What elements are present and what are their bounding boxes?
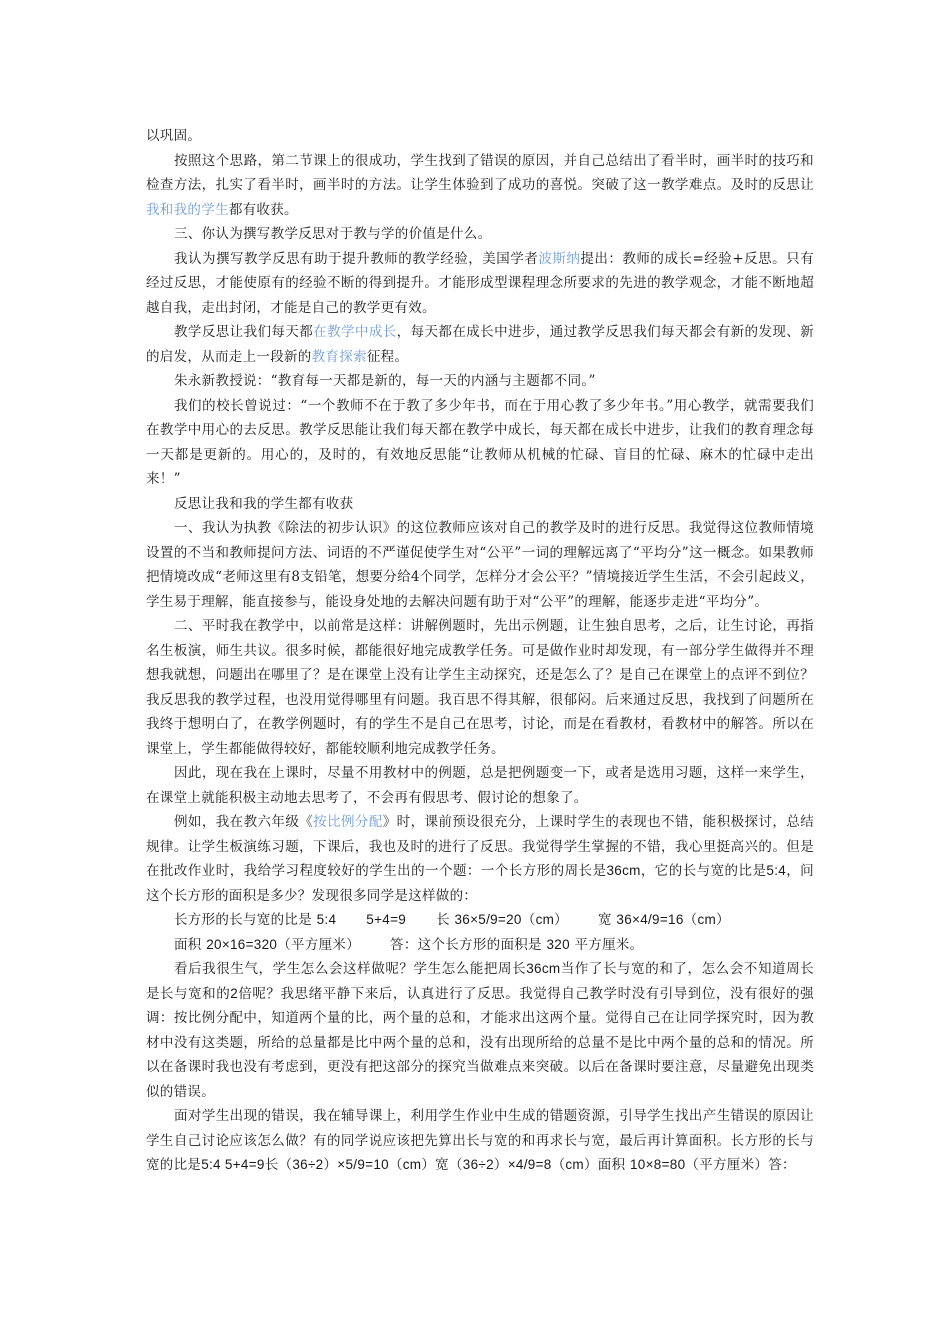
text-segment: 长方形的长与宽的比是 bbox=[174, 912, 317, 928]
inline-number: 36cm bbox=[606, 863, 641, 878]
text-segment: 提出：教师的成长=经验+反思。只有经过反思，才能使原有的经验不断的得到提升。才能形成型课程理念所要求的先进的教学观念，才能不断地超越自我，走出封闭，才能是自己的教学更有效。 bbox=[146, 250, 814, 316]
text-segment: 长 bbox=[436, 912, 455, 928]
text-segment: （ bbox=[551, 1157, 566, 1173]
paragraph-p9 bbox=[146, 516, 814, 614]
text-segment: （平方厘米）答： bbox=[685, 1157, 796, 1173]
text-segment: 反思让我和我的学生都有收获 bbox=[174, 495, 354, 512]
inline-number: 10×8=80 bbox=[629, 1157, 686, 1172]
text-segment: ）宽（ bbox=[421, 1157, 463, 1173]
inline-number: ×5/9=10 bbox=[337, 1157, 389, 1172]
text-segment: ） bbox=[323, 1157, 338, 1173]
text-segment: 》时，课前预设很充分，上课时学生的表现也不错，能积极探讨，总结规律。让学生板演练习题，下课后，我也及时的进行了反思。我觉得学生掌握的不错，我心里挺高兴的。但是在批改作业时，我给学习程度较好的学生出的一个题：一个长方形的周长是 bbox=[146, 814, 814, 879]
text-segment: 按照这个思路，第二节课上的很成功，学生找到了错误的原因，并自己总结出了看半时，画半时的技巧和检查方法，扎实了看半时，画半时的方法。让学生体验到了成功的喜悦。突破了这一教学难点。及时的反思让 bbox=[146, 152, 814, 193]
text-segment: 面对学生出现的错误，我在辅导课上，利用学生作业中生成的错题资源，引导学生找出产生错误的原因让学生自己讨论应该怎么做？有的同学说应该把先算出长与宽的和再求长与宽，最后再计算面积。长方形的长与宽的比是 bbox=[146, 1108, 814, 1173]
text-segment: 一、我认为执教《除法的初步认识》的这位教师应该对自己的教学及时的进行反思。我觉得这位教师情境设置的不当和教师提问方法、词语的不严谨促使学生对“公平”一词的理解远离了“平均分”这一概念。如果教师把情境改成“老师这里有8支铅笔，想要分给4个同学，怎样分才会公平？”情境接近学生生活，不会引起歧义，学生易于理解，能直接参与，能设身处地的去解决问题有助于对“公平”的理解，能逐步走进“平均分”。 bbox=[146, 520, 814, 610]
inline-link[interactable]: 波斯纳 bbox=[538, 250, 581, 267]
text-segment: 倍呢？我思绪平静下来后，认真进行了反思。我觉得自己教学时没有引导到位，没有很好的强调：按比例分配中，知道两个量的比，两个量的总和，才能求出这两个量。觉得自己在让同学探究时，因为教材中没有这类题，所给的总量都是比中两个量的总和，没有出现所给的总量不是比中两个量的总和的情况。所以在备课时我也没有考虑到，更没有把这部分的探究当做难点来突破。以后在备课时要注意，尽量避免出现类似的错误。 bbox=[146, 985, 814, 1100]
paragraph-p13 bbox=[146, 908, 814, 933]
text-segment: 长（ bbox=[264, 1157, 293, 1173]
text-segment: 答：这个长方形的面积是 bbox=[390, 936, 547, 953]
text-segment: 我认为撰写教学反思有助于提升教师的教学经验，美国学者 bbox=[174, 250, 539, 267]
paragraph-p6 bbox=[146, 369, 814, 394]
text-segment: 教学反思让我们每天都 bbox=[174, 324, 314, 340]
inline-number: 36cm bbox=[526, 961, 561, 976]
text-segment: 因此，现在我在上课时，尽量不用教材中的例题，总是把例题变一下，或者是选用习题，这样一来学生，在课堂上就能积极主动地去思考了，不会再有假思考、假讨论的想象了。 bbox=[146, 765, 814, 806]
inline-number: cm bbox=[402, 1157, 422, 1172]
inline-number: 320 bbox=[546, 936, 570, 952]
text-segment: 三、你认为撰写教学反思对于教与学的价值是什么。 bbox=[174, 226, 492, 242]
text-segment: 以巩固。 bbox=[146, 128, 202, 144]
text-segment: ） bbox=[493, 1157, 508, 1173]
paragraph-p10 bbox=[146, 614, 814, 761]
paragraph-p16 bbox=[146, 1104, 814, 1178]
text-segment: ，问这个长方形的面积是多少？发现很多同学是这样做的： bbox=[146, 863, 814, 904]
text-segment: （平方厘米） bbox=[277, 936, 361, 953]
text-segment: ） bbox=[554, 912, 568, 928]
text-segment: 平方厘米。 bbox=[569, 936, 644, 953]
text-segment: ） bbox=[716, 912, 730, 928]
inline-number: cm bbox=[697, 912, 717, 927]
paragraph-p11 bbox=[146, 761, 814, 810]
text-segment: 征程。 bbox=[366, 348, 409, 365]
text-segment: 看后我很生气，学生怎么会这样做呢？学生怎么能把周长 bbox=[174, 961, 527, 977]
text-segment: ）面积 bbox=[583, 1157, 630, 1173]
inline-number: 2 bbox=[230, 985, 239, 1001]
inline-number: 36÷2 bbox=[462, 1157, 494, 1172]
text-segment: 例如，我在教六年级《 bbox=[174, 814, 314, 830]
text-segment: ，它的长与宽的比是 bbox=[640, 863, 767, 879]
text-segment: 面积 bbox=[174, 936, 207, 953]
paragraph-p12 bbox=[146, 810, 814, 908]
inline-number: cm bbox=[535, 912, 555, 927]
paragraph-p4 bbox=[146, 247, 814, 321]
paragraph-p5 bbox=[146, 320, 814, 369]
inline-number: 5:4 bbox=[766, 863, 787, 878]
document-body bbox=[146, 124, 814, 1178]
text-segment: 宽 bbox=[597, 912, 617, 928]
paragraph-p2 bbox=[146, 149, 814, 223]
text-segment: 当作了长与宽的和了，怎么会不知道周长是长与宽和的 bbox=[146, 961, 815, 1002]
inline-link[interactable]: 教育探索 bbox=[311, 348, 367, 365]
paragraph-p7 bbox=[146, 394, 814, 492]
inline-number: ×4/9=8 bbox=[507, 1157, 552, 1172]
paragraph-p1 bbox=[146, 124, 814, 149]
inline-link[interactable]: 在教学中成长 bbox=[313, 324, 397, 340]
inline-number: 36×5/9=20 bbox=[454, 912, 522, 927]
inline-link[interactable]: 我和我的学生 bbox=[146, 201, 229, 218]
paragraph-p8 bbox=[146, 492, 814, 517]
paragraph-p3 bbox=[146, 222, 814, 247]
text-segment: （ bbox=[683, 912, 698, 928]
paragraph-p14 bbox=[146, 933, 814, 958]
inline-number: 5:4 5+4=9 bbox=[201, 1157, 265, 1172]
inline-number: 36×4/9=16 bbox=[616, 912, 684, 927]
text-segment: 朱永新教授说：“教育每一天都是新的，每一天的内涵与主题都不同。” bbox=[174, 373, 596, 389]
inline-number: 5:4 bbox=[316, 912, 337, 927]
inline-number: 36÷2 bbox=[292, 1157, 324, 1172]
text-segment: （ bbox=[388, 1157, 403, 1173]
inline-number: 20×16=320 bbox=[206, 936, 278, 952]
text-segment: 我们的校长曾说过：“一个教师不在于教了多少年书，而在于用心教了多少年书。”用心教学，就需要我们在教学中用心的去反思。教学反思能让我们每天都在教学中成长，每天都在成长中进步，让我们的教育理念每一天都是更新的。用心的，及时的，有效地反思能“让教师从机械的忙碌、盲目的忙碌、麻木的忙碌中走出来！” bbox=[146, 397, 814, 487]
text-segment: 都有收获。 bbox=[228, 201, 298, 218]
text-segment: ，每天都在成长中进步，通过教学反思我们每天都会有新的发现、新的启发，从而走上一段新的 bbox=[146, 324, 814, 365]
inline-number: 5+4=9 bbox=[366, 912, 407, 927]
inline-link[interactable]: 按比例分配 bbox=[313, 814, 383, 830]
inline-number: cm bbox=[565, 1157, 584, 1172]
text-segment: （ bbox=[521, 912, 536, 928]
paragraph-p15 bbox=[146, 957, 814, 1104]
text-segment: 二、平时我在教学中，以前常是这样：讲解例题时，先出示例题，让生独自思考，之后，让生讨论，再指名生板演，师生共议。很多时候，都能很好地完成教学任务。可是做作业时却发现，有一部分学生做得并不理想我就想，问题出在哪里了？是在课堂上没有让学生主动探究，还是怎么了？是自己在课堂上的点评不到位？我反思我的教学过程，也没用觉得哪里有问题。我百思不得其解，很郁闷。后来通过反思，我找到了问题所在我终于想明白了，在教学例题时，有的学生不是自己在思考，讨论，而是在看教材，看教材中的解答。所以在课堂上，学生都能做得较好，都能较顺利地完成教学任务。 bbox=[146, 618, 814, 757]
